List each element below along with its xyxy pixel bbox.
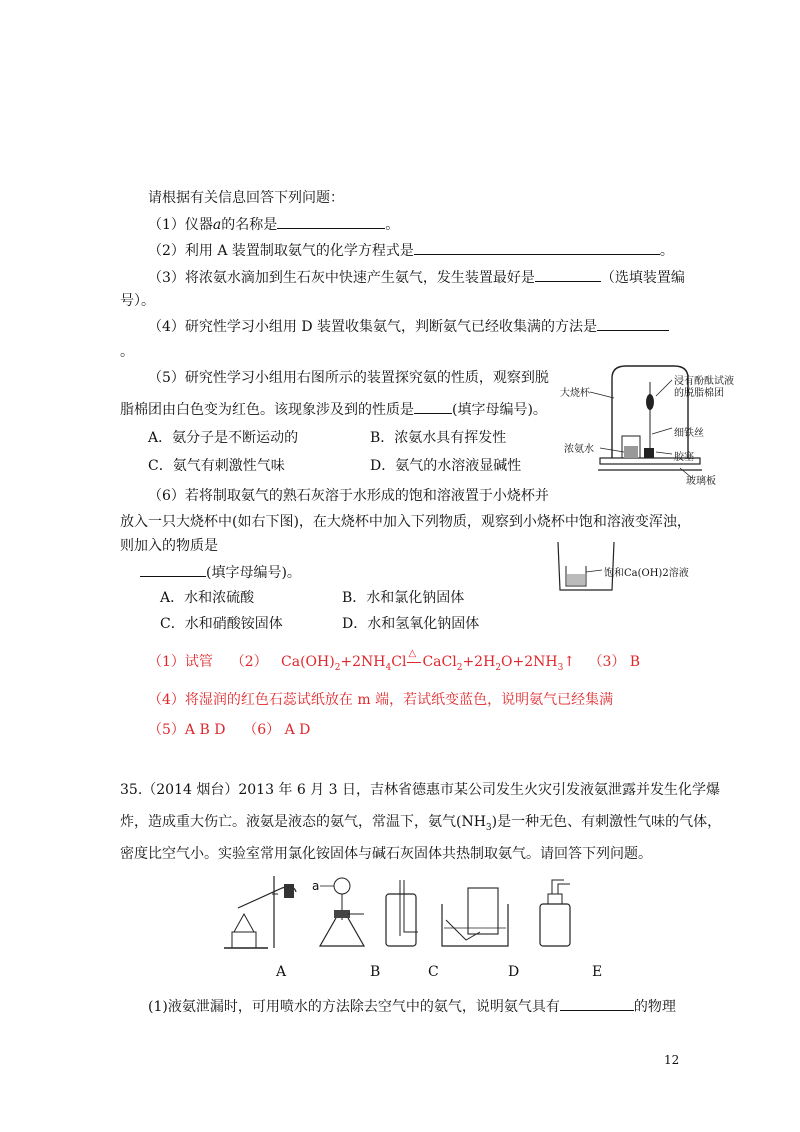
label-e: E bbox=[592, 964, 603, 980]
q5-option-a: A．氨分子是不断运动的 bbox=[148, 430, 299, 446]
label-glass-plate: 玻璃板 bbox=[686, 476, 716, 487]
question-2: （2）利用 A 装置制取氨气的化学方程式是 。 bbox=[148, 240, 674, 261]
question-4-line1: （4）研究性学习小组用 D 装置收集氨气，判断氨气已经收集满的方法是 bbox=[148, 316, 669, 337]
apparatus-c bbox=[386, 880, 418, 946]
q5-option-c: C．氨气有刺激性气味 bbox=[148, 458, 285, 474]
question-3-line2: 号）。 bbox=[120, 293, 155, 309]
q6-option-a: A．水和浓硫酸 bbox=[160, 590, 255, 606]
question-6-line4: (填字母编号)。 bbox=[140, 562, 301, 583]
question-6-line1: （6）若将制取氨气的熟石灰溶于水形成的饱和溶液置于小烧杯并 bbox=[148, 488, 549, 504]
label-saturated-solution: 饱和Ca(OH)2溶液 bbox=[604, 568, 689, 579]
apparatus-a bbox=[224, 876, 296, 948]
question-6-line3: 则加入的物质是 bbox=[120, 538, 218, 554]
page-number: 12 bbox=[664, 1053, 680, 1067]
label-iron-wire: 细铁丝 bbox=[674, 428, 704, 439]
label-c: C bbox=[428, 964, 439, 980]
answer-blank bbox=[535, 267, 601, 282]
label-cotton: 浸有酚酞试液 bbox=[674, 376, 734, 387]
apparatus-e bbox=[540, 880, 570, 946]
apparatus-figure bbox=[218, 870, 588, 952]
question-5-line1: （5）研究性学习小组用右图所示的装置探究氨的性质，观察到脱 bbox=[148, 370, 549, 386]
answer-blank bbox=[140, 562, 206, 577]
question-5-line2: 脂棉团由白色变为红色。该现象涉及到的性质是 (填字母编号)。 bbox=[120, 399, 547, 420]
answer-line-4: （4）将湿润的红色石蕊试纸放在 m 端，若试纸变蓝色，说明氨气已经集满 bbox=[148, 692, 614, 708]
question-35-line2: 炸，造成重大伤亡。液氨是液态的氨气，常温下，氨气$(NH_3)$是一种无色、有刺激性气味的气体， bbox=[120, 814, 722, 833]
chemical-equation: $Ca(OH)_2+2NH_4Cl$ △ $CaCl_2+2H_2O+2NH_3↑$ bbox=[281, 648, 576, 673]
label-stopper: 胶塞 bbox=[674, 452, 694, 463]
question-1: （1）仪器a的名称是 。 bbox=[148, 214, 399, 235]
question-4-line2: 。 bbox=[120, 344, 134, 360]
label-conc-ammonia: 浓氨水 bbox=[564, 444, 594, 455]
question-35-sub1: (1)液氨泄漏时，可用喷水的方法除去空气中的氨气，说明氨气具有 的物理 bbox=[148, 996, 676, 1017]
apparatus-b bbox=[312, 878, 364, 946]
question-35-line3: 密度比空气小。实验室常用氯化铵固体与碱石灰固体共热制取氨气。请回答下列问题。 bbox=[120, 846, 652, 862]
answer-blank bbox=[414, 399, 452, 414]
label-a: A bbox=[276, 964, 287, 980]
label-cotton-2: 的脱脂棉团 bbox=[674, 388, 724, 399]
question-3-line1: （3）将浓氨水滴加到生石灰中快速产生氨气，发生装置最好是 （选填装置编 bbox=[148, 267, 685, 288]
apparatus-d bbox=[442, 888, 508, 946]
answer-line-1: （1）试管 （2） $Ca(OH)_2+2NH_4Cl$ △ $CaCl_2+2H_2O+2NH_3↑$ （3） B bbox=[148, 648, 641, 673]
q6-option-c: C．水和硝酸铵固体 bbox=[160, 616, 283, 632]
question-6-line2: 放入一只大烧杯中(如右下图)，在大烧杯中加入下列物质，观察到小烧杯中饱和溶液变浑浊， bbox=[120, 514, 691, 530]
answer-line-5-6: （5）A B D （6） A D bbox=[148, 722, 311, 738]
q6-option-b: B．水和氯化钠固体 bbox=[342, 590, 465, 606]
answer-blank bbox=[560, 996, 634, 1011]
svg-text:a: a bbox=[312, 879, 320, 893]
answer-blank bbox=[414, 240, 660, 255]
q5-option-b: B．浓氨水具有挥发性 bbox=[370, 430, 507, 446]
label-big-beaker: 大烧杯 bbox=[560, 388, 590, 399]
q5-option-d: D．氨气的水溶液显碱性 bbox=[370, 458, 522, 474]
intro-text: 请根据有关信息回答下列问题： bbox=[148, 190, 344, 206]
answer-blank bbox=[277, 214, 385, 229]
answer-blank bbox=[597, 316, 669, 331]
question-35-line1: 35.（2014 烟台）2013 年 6 月 3 日，吉林省德惠市某公司发生火灾引发液氨泄露并发生化学爆 bbox=[120, 782, 721, 798]
q6-option-d: D．水和氢氧化钠固体 bbox=[342, 616, 480, 632]
label-d: D bbox=[508, 964, 520, 980]
label-b: B bbox=[370, 964, 381, 980]
